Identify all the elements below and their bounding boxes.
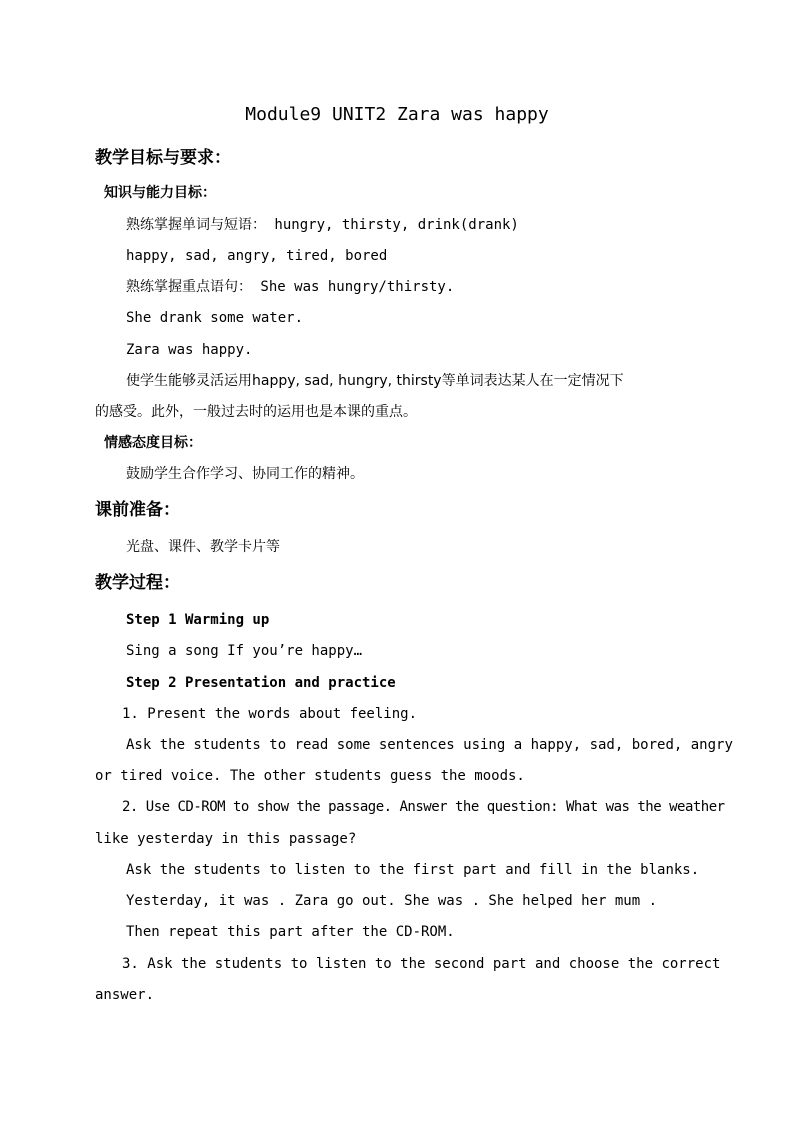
attitude-text: 鼓励学生合作学习、协同工作的精神。 xyxy=(126,466,364,482)
step-text: Yesterday, it was . Zara go out. She was . She helped her mum . xyxy=(126,893,658,909)
step-heading: Step 2 Presentation and practice xyxy=(126,675,396,691)
sentences-line: Zara was happy. xyxy=(126,342,253,358)
prep-text: 光盘、课件、教学卡片等 xyxy=(126,539,280,555)
step-text: like yesterday in this passage? xyxy=(95,831,357,847)
step-text: Then repeat this part after the CD-ROM. xyxy=(126,924,455,940)
vocab-line: happy, sad, angry, tired, bored xyxy=(126,248,388,264)
step-text: 1. Present the words about feeling. xyxy=(122,706,418,722)
knowledge-heading: 知识与能力目标： xyxy=(104,185,216,201)
objectives-heading: 教学目标与要求： xyxy=(95,148,231,168)
step-text: 3. Ask the students to listen to the second part and choose the correct xyxy=(122,956,721,972)
step-text: Ask the students to read some sentences using a happy, sad, bored, angry xyxy=(126,737,733,753)
process-heading: 教学过程： xyxy=(95,573,180,593)
prep-heading: 课前准备： xyxy=(95,500,180,520)
sentences-line: She drank some water. xyxy=(126,310,304,326)
step-text: 2. Use CD-ROM to show the passage. Answer the question: What was the weather xyxy=(122,799,725,815)
vocab-line: 熟练掌握单词与短语： hungry, thirsty, drink(drank) xyxy=(126,217,519,233)
step-text: Ask the students to listen to the first part and fill in the blanks. xyxy=(126,862,700,878)
goal-line: 的感受。此外，一般过去时的运用也是本课的重点。 xyxy=(95,404,417,420)
step-heading: Step 1 Warming up xyxy=(126,612,270,628)
step-text: Sing a song If you’re happy… xyxy=(126,643,363,659)
goal-line: 使学生能够灵活运用happy, sad, hungry, thirsty等单词表达某人在一定情况下 xyxy=(126,373,624,389)
step-text: answer. xyxy=(95,987,155,1003)
step-text: or tired voice. The other students guess the moods. xyxy=(95,768,525,784)
attitude-heading: 情感态度目标： xyxy=(104,435,202,451)
document-title: Module9 UNIT2 Zara was happy xyxy=(245,104,549,125)
sentences-line: 熟练掌握重点语句： She was hungry/thirsty. xyxy=(126,279,455,295)
